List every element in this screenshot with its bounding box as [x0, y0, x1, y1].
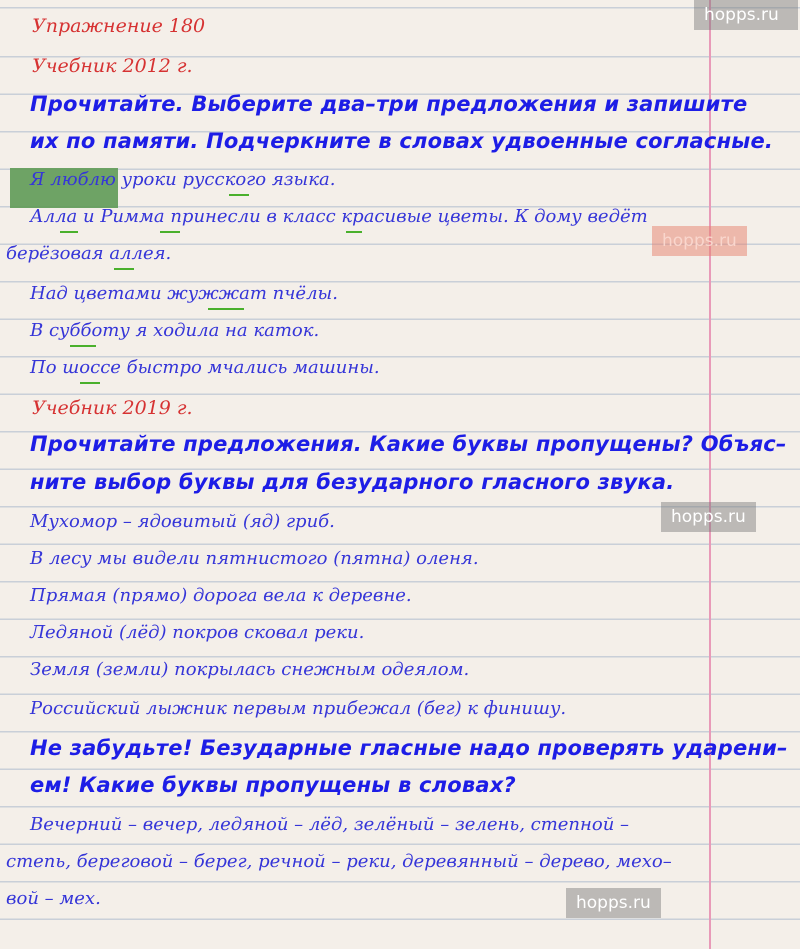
note-text-line: Не забудьте! Безударные гласные надо проверять ударени–	[30, 736, 788, 760]
watermark: hopps.ru	[694, 0, 798, 30]
answer-line: Над цветами жужжат пчёлы.	[30, 283, 338, 304]
note-answer-line: вой – мех.	[6, 888, 101, 909]
consonant-underline	[346, 231, 362, 233]
task-text-line: Прочитайте предложения. Какие буквы пропущены? Объяс–	[30, 432, 787, 456]
task-text-line: их по памяти. Подчеркните в словах удвоенные согласные.	[30, 129, 774, 153]
note-text-line: ем! Какие буквы пропущены в словах?	[30, 773, 516, 797]
answer-line: Я люблю уроки русского языка.	[30, 169, 336, 190]
answer-line: Алла и Римма принесли в класс красивые цветы. К дому ведёт	[30, 206, 648, 227]
answer-line: Ледяной (лёд) покров сковал реки.	[30, 622, 365, 643]
answer-line: Прямая (прямо) дорога вела к деревне.	[30, 585, 412, 606]
answer-line: Мухомор – ядовитый (яд) гриб.	[30, 511, 335, 532]
watermark: hopps.ru	[661, 502, 756, 532]
consonant-underline	[70, 345, 96, 347]
consonant-underline	[229, 194, 249, 196]
consonant-underline	[114, 268, 134, 270]
answer-line: В субботу я ходила на каток.	[30, 320, 320, 341]
consonant-underline	[80, 382, 100, 384]
task-text-line: Прочитайте. Выберите два–три предложения и запишите	[30, 92, 748, 116]
answer-line: берёзовая аллея.	[6, 243, 172, 264]
consonant-underline	[60, 231, 78, 233]
exercise-title: Упражнение 180	[32, 15, 206, 37]
section-label-2019: Учебник 2019 г.	[32, 397, 193, 419]
answer-line: По шоссе быстро мчались машины.	[30, 357, 380, 378]
consonant-underline	[208, 308, 244, 310]
task-text-line: ните выбор буквы для безударного гласного звука.	[30, 470, 675, 494]
answer-line: В лесу мы видели пятнистого (пятна) оленя.	[30, 548, 479, 569]
section-label-2012: Учебник 2012 г.	[32, 55, 193, 77]
note-answer-line: степь, береговой – берег, речной – реки, деревянный – дерево, мехо–	[6, 851, 672, 872]
consonant-underline	[160, 231, 180, 233]
watermark: hopps.ru	[652, 226, 747, 256]
answer-line: Земля (земли) покрылась снежным одеялом.	[30, 659, 470, 680]
answer-line: Российский лыжник первым прибежал (бег) к финишу.	[30, 698, 567, 719]
watermark: hopps.ru	[566, 888, 661, 918]
note-answer-line: Вечерний – вечер, ледяной – лёд, зелёный – зелень, степной –	[30, 814, 630, 835]
